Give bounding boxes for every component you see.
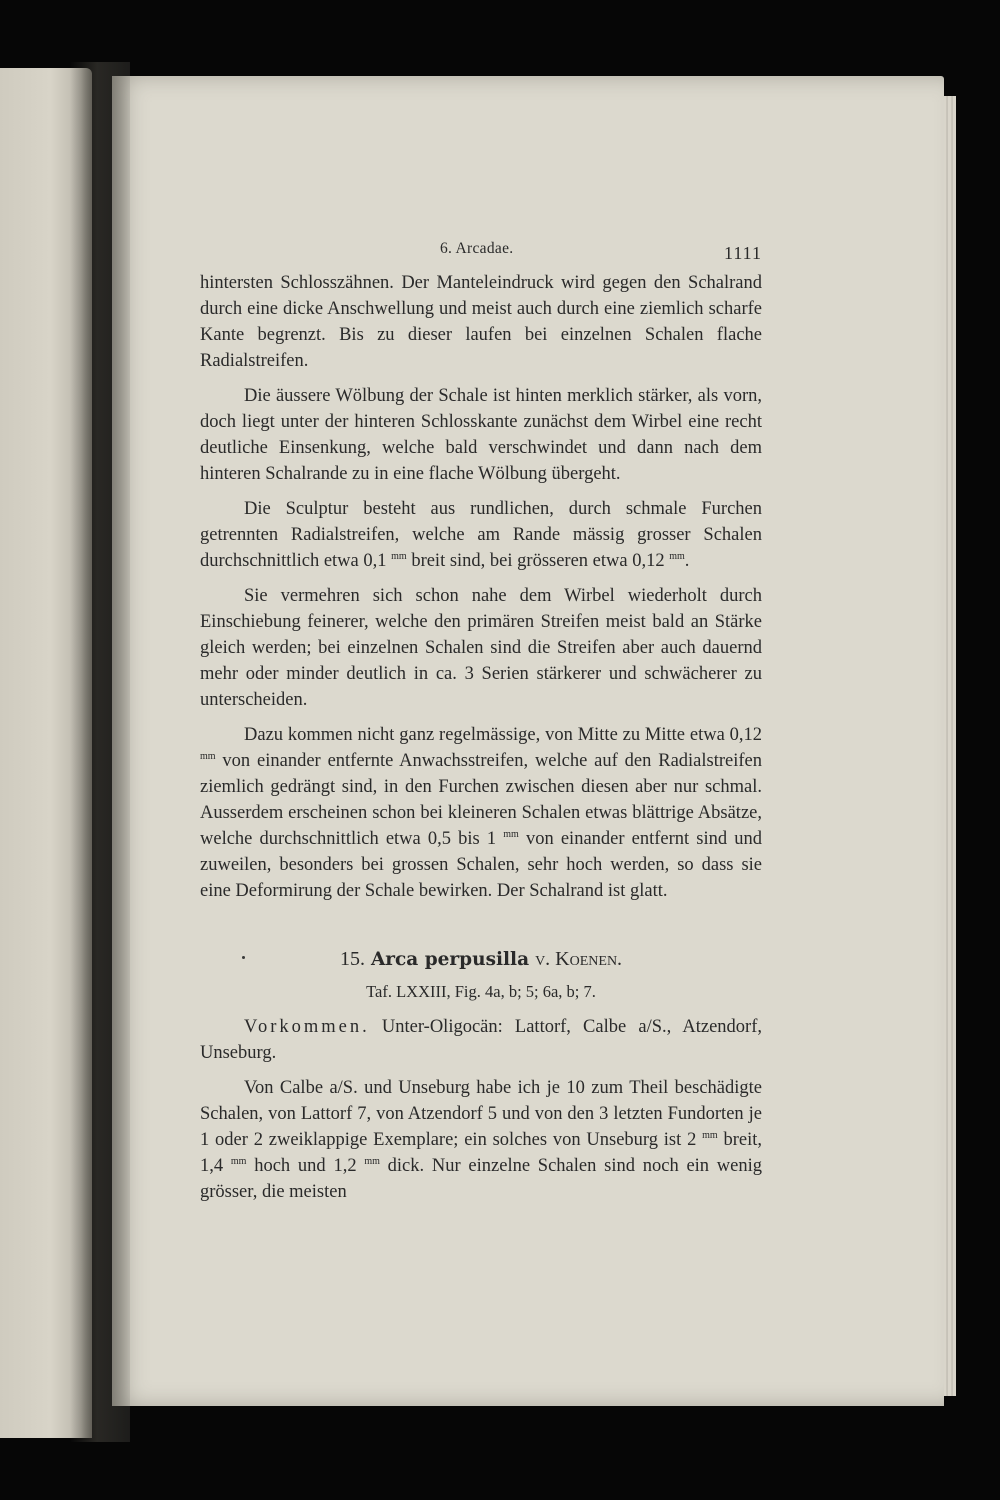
unit-mm: mm [230,1156,247,1167]
unit-mm: mm [669,551,685,562]
final-text-c: hoch und 1,2 [246,1156,357,1176]
plate-reference: Taf. LXXIII, Fig. 4a, b; 5; 6a, b; 7. [366,982,596,1001]
paragraph-3 [200,496,762,574]
book-gutter [70,62,130,1442]
paragraph-4: Sie vermehren sich schon nahe dem Wirbel wiederholt durch Einschiebung feinerer, welche den primären Streifen meist bald an Stärke gleich werden; bei einzelnen Schalen sind die Streifen aber auch dauernd mehr oder minder deutlich in ca. 3 Serien stärkerer und schwächerer zu unterscheiden. [200,586,762,710]
paragraph-5-text-a: Dazu kommen nicht ganz regelmässige, von Mitte zu Mitte etwa 0,12 [244,725,762,745]
species-number: 15. [339,948,365,970]
stray-dot [242,956,245,959]
occurrence-label: Vorkommen. [244,1017,370,1037]
page-number: 1111 [724,243,762,263]
paragraph-3-text-c: . [684,551,690,571]
paragraph-5-text-c: von einander entfernt sind und zuweilen, besonders bei grossen Schalen, sehr hoch werden, so dass sie eine Deformirung der Schale bewirken. Der Schalrand ist glatt. [200,829,763,901]
species-author: v. Koenen. [535,948,623,970]
paragraph-3-text-b: breit sind, bei grösseren etwa 0,12 [406,551,665,571]
paragraph-1: hintersten Schlosszähnen. Der Manteleindruck wird gegen den Schalrand durch eine dicke Anschwellung und meist auch durch eine ziemlich scharfe Kante begrenzt. Bis zu dieser laufen bei einzelnen Schalen flache Radialstreifen. [200,273,762,371]
paragraph-3-text-a: Die Sculptur besteht aus rundlichen, durch schmale Furchen getrennten Radialstreifen, welche am Rande mässig grosser Schalen durchschnittlich etwa 0,1 [200,499,762,571]
unit-mm: mm [702,1130,718,1141]
occurrence-text: Unter-Oligocän: Lattorf, Calbe a/S., Atzendorf, Unseburg. [200,1017,762,1063]
unit-mm: mm [503,829,519,840]
running-head-title: 6. Arcadae. [440,240,514,257]
species-name: Arca perpusilla [370,949,530,970]
page-text [200,236,762,1205]
occurrence-paragraph [200,1014,762,1066]
paragraph-2: Die äussere Wölbung der Schale ist hinten merklich stärker, als vorn, doch liegt unter der hinteren Schlosskante zunächst dem Wirbel eine recht deutliche Einsenkung, welche bald verschwindet und dann nach dem hinteren Schalrande zu in eine flache Wölbung übergeht. [200,386,762,484]
paragraph-5 [200,722,762,904]
paragraph-final [200,1075,762,1205]
paragraph-5-text-b: von einander entfernte Anwachsstreifen, welche auf den Radialstreifen ziemlich gedrängt sind, in den Furchen zwischen diesen aber nur schmal. Ausserdem erscheinen schon bei kleineren Schalen etwas blättrige Absätze, welche durchschnittlich etwa 0,5 bis 1 [200,751,762,849]
species-heading [200,946,762,973]
final-text-a: Von Calbe a/S. und Unseburg habe ich je 10 zum Theil beschädigte Schalen, von Lattorf 7, von Atzendorf 5 und von den 3 letzten Fundorten je 1 oder 2 zweiklappige Exemplare; ein solches von Unseburg ist 2 [200,1078,762,1150]
final-text-d: dick. Nur einzelne Schalen sind noch ein wenig grösser, die meisten [200,1156,763,1202]
unit-mm: mm [391,551,407,562]
running-head [200,236,762,270]
final-text-b: breit, 1,4 [200,1130,763,1176]
unit-mm: mm [364,1156,380,1167]
unit-mm: mm [200,751,216,762]
